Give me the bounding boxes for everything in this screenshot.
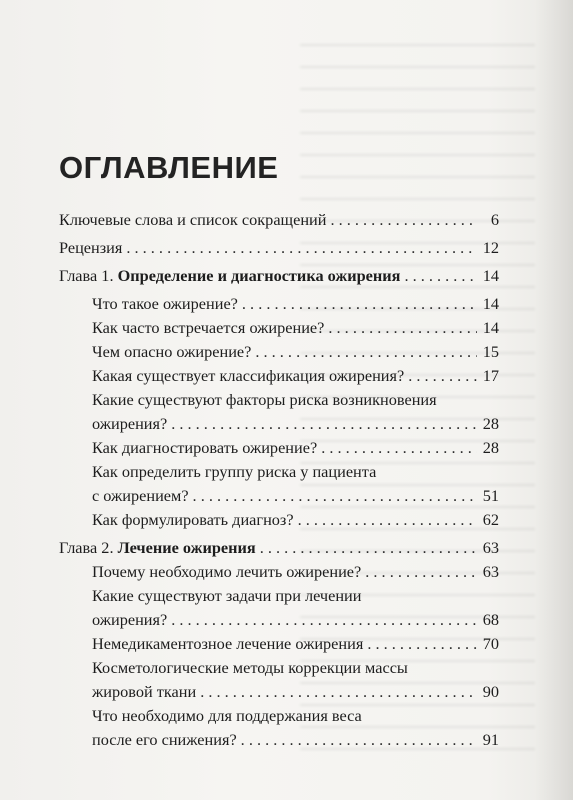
toc-page-number: 6 xyxy=(490,210,499,229)
toc-entry-title: Что такое ожирение? xyxy=(92,294,238,313)
leader-dots xyxy=(242,292,477,316)
chapter-prefix: Глава 1. xyxy=(59,266,118,285)
chapter-title: Лечение ожирения xyxy=(117,538,256,557)
toc-page-number: 14 xyxy=(482,294,499,313)
page-title: ОГЛАВЛЕНИЕ xyxy=(59,150,279,185)
toc-entry-how-often[interactable] xyxy=(59,316,499,340)
toc-entry-title: Что необходимо для поддержания веса xyxy=(92,706,362,725)
toc-page-number: 17 xyxy=(482,366,499,385)
toc-page-number: 63 xyxy=(482,562,499,581)
toc-entry-title-continued: после его снижения? xyxy=(92,730,237,749)
toc-page-number: 62 xyxy=(482,510,499,529)
toc-entry-risk-factors-line2[interactable] xyxy=(59,412,499,436)
leader-dots xyxy=(367,632,477,656)
toc-entry-title: Чем опасно ожирение? xyxy=(92,342,252,361)
toc-entry-non-drug[interactable] xyxy=(59,632,499,656)
toc-entry-risk-group-line1[interactable] xyxy=(59,460,499,484)
leader-dots xyxy=(404,264,477,288)
toc-entry-risk-factors-line1[interactable] xyxy=(59,388,499,412)
toc-page-number: 28 xyxy=(482,414,499,433)
toc-page-number: 70 xyxy=(482,634,499,653)
leader-dots xyxy=(171,412,477,436)
toc-entry-formulate[interactable] xyxy=(59,508,499,532)
toc-entry-risk-group-line2[interactable] xyxy=(59,484,499,508)
leader-dots xyxy=(126,236,477,260)
toc-entry-tasks-line2[interactable] xyxy=(59,608,499,632)
page-edge-shadow xyxy=(535,0,573,800)
leader-dots xyxy=(200,680,477,704)
table-of-contents xyxy=(59,208,499,752)
leader-dots xyxy=(171,608,477,632)
leader-dots xyxy=(255,340,477,364)
chapter-prefix: Глава 2. xyxy=(59,538,118,557)
toc-entry-cosmetology-line1[interactable] xyxy=(59,656,499,680)
leader-dots xyxy=(321,436,477,460)
toc-entry-maintain-line2[interactable] xyxy=(59,728,499,752)
toc-entry-title: Как часто встречается ожирение? xyxy=(92,318,325,337)
leader-dots xyxy=(298,508,477,532)
toc-entry-title: Рецензия xyxy=(59,238,123,257)
toc-entry-title: Как формулировать диагноз? xyxy=(92,510,294,529)
leader-dots xyxy=(330,208,477,232)
toc-page-number: 91 xyxy=(482,730,499,749)
leader-dots xyxy=(365,560,477,584)
toc-page-number: 14 xyxy=(482,318,499,337)
toc-entry-title-continued: ожирения? xyxy=(92,414,168,433)
toc-entry-cosmetology-line2[interactable] xyxy=(59,680,499,704)
leader-dots xyxy=(241,728,477,752)
chapter-title: Определение и диагностика ожирения xyxy=(117,266,401,285)
toc-entry-keywords[interactable] xyxy=(59,208,499,232)
toc-page-number: 51 xyxy=(482,486,499,505)
toc-entry-title: Какая существует классификация ожирения? xyxy=(92,366,405,385)
toc-entry-title: Какие существуют факторы риска возникновения xyxy=(92,390,437,409)
toc-entry-title: Какие существуют задачи при лечении xyxy=(92,586,362,605)
toc-entry-title-continued: ожирения? xyxy=(92,610,168,629)
toc-entry-diagnose[interactable] xyxy=(59,436,499,460)
toc-page-number: 63 xyxy=(482,538,499,557)
toc-entry-what-is-obesity[interactable] xyxy=(59,292,499,316)
toc-page-number: 90 xyxy=(482,682,499,701)
toc-entry-review[interactable] xyxy=(59,236,499,260)
toc-entry-classification[interactable] xyxy=(59,364,499,388)
toc-page-number: 15 xyxy=(482,342,499,361)
toc-page-number: 28 xyxy=(482,438,499,457)
toc-entry-title: Немедикаментозное лечение ожирения xyxy=(92,634,364,653)
toc-entry-title: Почему необходимо лечить ожирение? xyxy=(92,562,362,581)
toc-entry-why-treat[interactable] xyxy=(59,560,499,584)
leader-dots xyxy=(408,364,477,388)
toc-page-number: 14 xyxy=(482,266,499,285)
toc-entry-title: Ключевые слова и список сокращений xyxy=(59,210,327,229)
leader-dots xyxy=(260,536,477,560)
leader-dots xyxy=(193,484,477,508)
toc-entry-danger[interactable] xyxy=(59,340,499,364)
toc-chapter-2[interactable] xyxy=(59,536,499,560)
toc-entry-title-continued: жировой ткани xyxy=(92,682,197,701)
toc-entry-tasks-line1[interactable] xyxy=(59,584,499,608)
leader-dots xyxy=(328,316,477,340)
toc-entry-title-continued: с ожирением? xyxy=(92,486,189,505)
toc-page-number: 68 xyxy=(482,610,499,629)
toc-entry-title: Как диагностировать ожирение? xyxy=(92,438,318,457)
toc-entry-maintain-line1[interactable] xyxy=(59,704,499,728)
toc-entry-title: Косметологические методы коррекции массы xyxy=(92,658,408,677)
toc-entry-title: Как определить группу риска у пациента xyxy=(92,462,377,481)
toc-chapter-1[interactable] xyxy=(59,264,499,288)
toc-page-number: 12 xyxy=(482,238,499,257)
